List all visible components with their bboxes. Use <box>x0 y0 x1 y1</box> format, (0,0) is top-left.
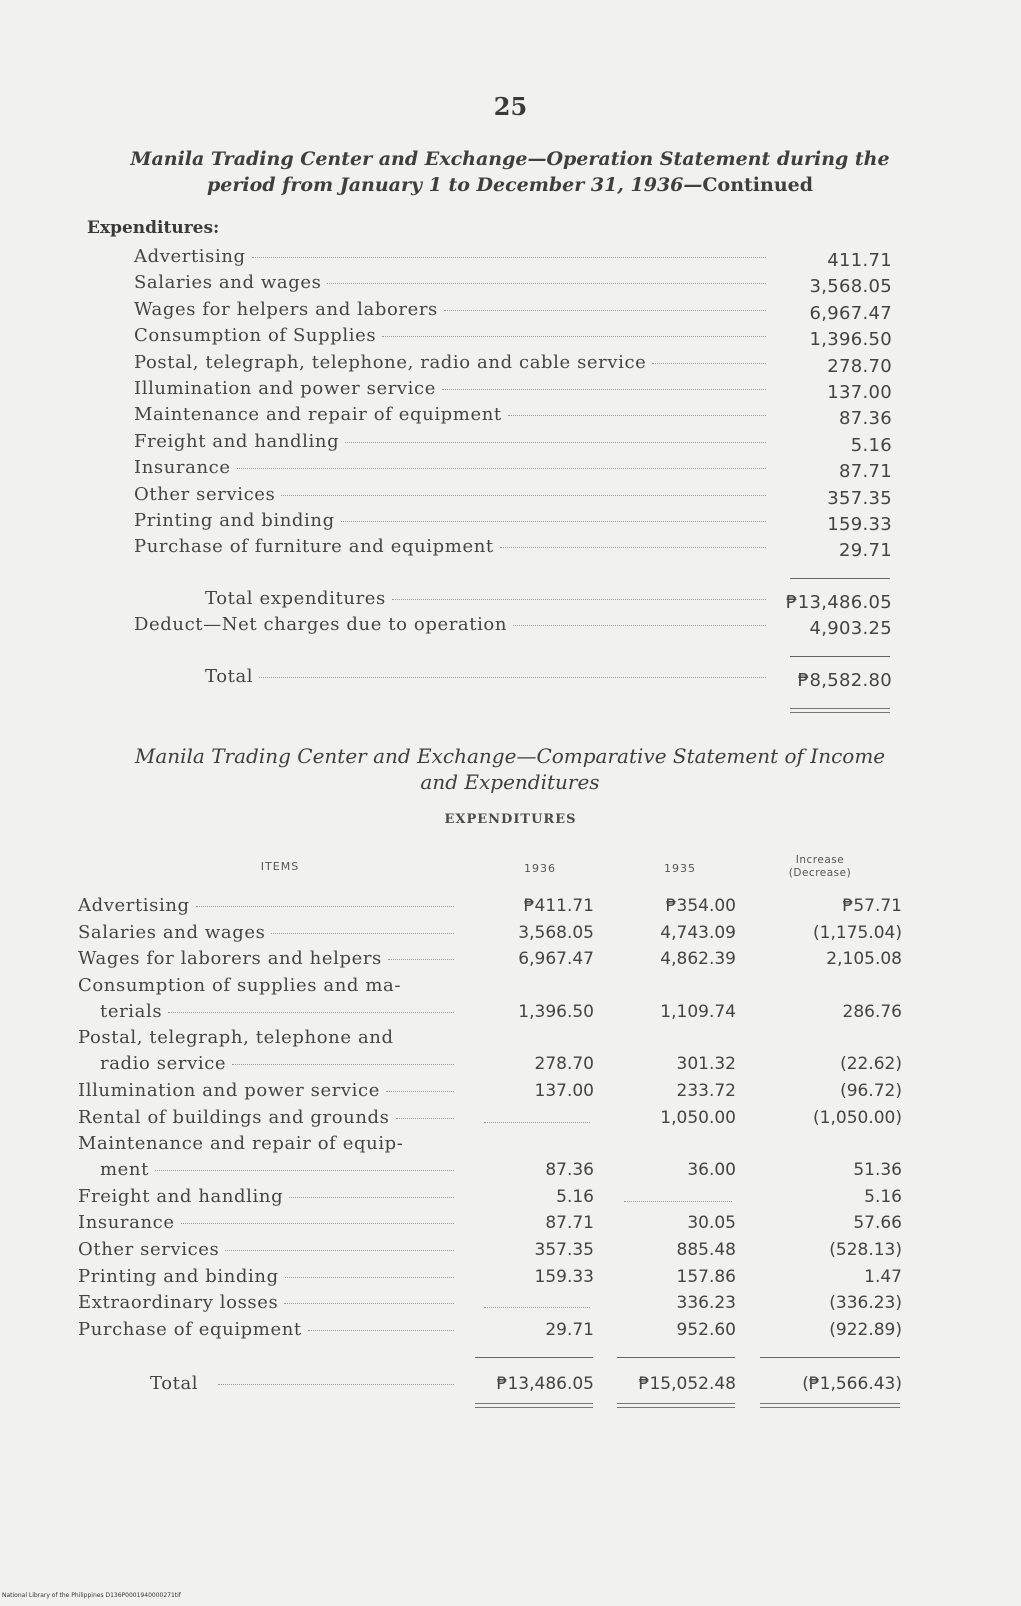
col-header-change-line1: Increase <box>795 854 845 866</box>
expense-item-label: Postal, telegraph, telephone, radio and cable service <box>134 351 647 373</box>
total-rule-1935 <box>617 1357 735 1358</box>
total-rule-1936 <box>475 1357 593 1358</box>
value-1936-blank-leader <box>484 1122 590 1123</box>
item-label: Freight and handling <box>78 1185 284 1207</box>
total-double-rule-1936 <box>475 1403 593 1408</box>
statement1-title-line1: Manila Trading Center and Exchange—Operation Statement during the <box>130 148 890 170</box>
item-label: terials <box>100 1000 163 1022</box>
expense-item-label: Advertising <box>134 246 246 267</box>
expense-item-row <box>134 352 770 373</box>
statement1-total-row <box>205 666 770 687</box>
table-row-item <box>78 1025 454 1077</box>
expense-item-amount: 411.71 <box>827 250 892 271</box>
table-row-item <box>78 1237 454 1263</box>
col-header-1936: 1936 <box>524 862 556 875</box>
item-leader-dots <box>285 1277 454 1278</box>
expense-item-leader-dots <box>327 283 766 284</box>
expense-item-leader-dots <box>652 363 766 364</box>
value-1935: 36.00 <box>687 1160 736 1181</box>
total-expenditures-label: Total expenditures <box>205 588 386 609</box>
item-line <box>78 946 454 972</box>
value-change: (96.72) <box>840 1081 902 1101</box>
total-double-rule-change <box>760 1403 900 1408</box>
table-row-item <box>78 1105 454 1131</box>
item-leader-dots <box>386 1091 454 1092</box>
total-rule-change <box>760 1357 900 1358</box>
expense-item-row <box>134 299 770 320</box>
value-1935: 30.05 <box>687 1213 736 1234</box>
item-line <box>78 1237 454 1263</box>
expense-item-amount: 29.71 <box>838 540 892 562</box>
item-label: Insurance <box>78 1212 175 1234</box>
expense-item-leader-dots <box>237 468 766 469</box>
table-row-item <box>78 1290 454 1316</box>
expense-item-label: Consumption of Supplies <box>134 325 377 347</box>
deduct-amount: 4,903.25 <box>809 618 892 639</box>
item-line <box>78 1105 454 1131</box>
expense-item-row <box>134 457 770 478</box>
item-label: Other services <box>78 1239 220 1260</box>
expense-item-leader-dots <box>341 521 766 522</box>
value-change: 2,105.08 <box>826 949 902 970</box>
expense-item-label: Freight and handling <box>134 430 340 452</box>
statement1-total-leader-dots <box>259 677 766 678</box>
col-header-items: ITEMS <box>260 860 300 873</box>
item-leader-dots <box>388 959 454 960</box>
expense-item-label: Illumination and power service <box>134 378 436 399</box>
value-change: 286.76 <box>842 1001 902 1022</box>
table-row-item <box>78 1210 454 1236</box>
expense-item-label: Maintenance and repair of equipment <box>134 404 502 426</box>
statement1-title <box>60 146 960 198</box>
item-label: Wages for laborers and helpers <box>78 948 382 970</box>
item-leader-dots <box>289 1197 454 1198</box>
item-line <box>78 973 454 999</box>
table-row-item <box>78 1317 454 1343</box>
value-1936: 159.33 <box>534 1266 594 1287</box>
value-1936: 278.70 <box>534 1054 594 1075</box>
table-row-item <box>78 1184 454 1210</box>
item-label: Extraordinary losses <box>78 1292 279 1314</box>
expense-item-row <box>134 431 770 452</box>
statement1-title-continued: Continued <box>702 174 814 196</box>
table-row-item <box>78 920 454 946</box>
item-label: Consumption of supplies and ma- <box>78 974 402 996</box>
expense-item-amount: 159.33 <box>827 514 892 535</box>
item-line <box>78 1025 454 1051</box>
item-leader-dots <box>232 1064 454 1065</box>
item-leader-dots <box>196 906 454 907</box>
expense-item-leader-dots <box>382 336 766 337</box>
statement1-subtotal-rule <box>790 578 890 579</box>
table-row-item <box>78 893 454 919</box>
table-row-item <box>78 1264 454 1290</box>
item-leader-dots <box>308 1330 454 1331</box>
value-1936: 1,396.50 <box>518 1001 594 1022</box>
value-1936: 3,568.05 <box>518 922 594 943</box>
expense-item-amount: 278.70 <box>827 355 892 377</box>
total-row-label <box>78 1371 454 1397</box>
item-label: ment <box>100 1159 149 1181</box>
value-change: (922.89) <box>829 1319 902 1340</box>
statement1-title-line2: period from January 1 to December 31, 1936— <box>206 174 703 196</box>
expense-item-row <box>134 510 770 531</box>
value-change: (336.23) <box>829 1293 902 1314</box>
item-label: Purchase of equipment <box>78 1318 302 1340</box>
value-1935: 952.60 <box>676 1319 736 1340</box>
col-header-change <box>760 854 880 880</box>
item-label: Illumination and power service <box>78 1080 380 1101</box>
value-change: (528.13) <box>829 1240 902 1260</box>
value-1935: 1,050.00 <box>660 1107 736 1128</box>
value-1935: ₱354.00 <box>665 896 736 916</box>
expense-item-leader-dots <box>345 442 766 443</box>
expense-item-amount: 6,967.47 <box>809 302 892 324</box>
deduct-row <box>134 614 770 635</box>
total-expenditures-amount: ₱13,486.05 <box>785 592 892 613</box>
expense-item-amount: 357.35 <box>827 487 892 509</box>
value-1936: 5.16 <box>556 1186 594 1207</box>
table-row-item <box>78 946 454 972</box>
expense-item-amount: 137.00 <box>827 382 892 403</box>
expense-item-label: Wages for helpers and laborers <box>134 298 438 320</box>
expense-item-row <box>134 404 770 425</box>
item-leader-dots <box>168 1012 454 1013</box>
table-row-item <box>78 1078 454 1104</box>
statement2-title-line1: Manila Trading Center and Exchange—Comparative Statement of Income <box>134 744 886 768</box>
col-header-1935: 1935 <box>664 862 696 875</box>
value-1936: ₱411.71 <box>523 896 594 916</box>
statement1-total-double-rule <box>790 708 890 713</box>
table-row-item <box>78 973 454 1025</box>
expense-item-leader-dots <box>500 547 766 548</box>
value-change: 57.66 <box>853 1213 902 1234</box>
value-1936-blank-leader <box>484 1307 590 1308</box>
value-change: ₱57.71 <box>842 896 902 916</box>
statement2-title-line2: and Expenditures <box>420 770 600 794</box>
total-double-rule-1935 <box>617 1403 735 1408</box>
expense-item-amount: 1,396.50 <box>809 329 892 351</box>
value-1935: 885.48 <box>676 1240 736 1260</box>
item-leader-dots <box>155 1170 454 1171</box>
item-line <box>78 1131 454 1157</box>
item-label: Maintenance and repair of equip- <box>78 1133 404 1155</box>
item-line <box>78 1078 454 1104</box>
statement1-total-amount: ₱8,582.80 <box>797 670 892 691</box>
value-1936: 29.71 <box>545 1319 594 1340</box>
item-line <box>78 1051 454 1077</box>
expense-item-label: Purchase of furniture and equipment <box>134 536 494 558</box>
expense-item-row <box>134 246 770 267</box>
value-1936: 87.36 <box>545 1160 594 1181</box>
expense-item-amount: 3,568.05 <box>809 276 892 298</box>
expense-item-amount: 5.16 <box>850 434 892 456</box>
total-label: Total <box>150 1373 199 1394</box>
value-1935: 4,862.39 <box>660 949 736 970</box>
archive-footer: National Library of the Philippines D136P0001940000271tif <box>2 1592 181 1599</box>
expense-item-row <box>134 484 770 505</box>
expense-item-row <box>134 378 770 399</box>
item-leader-dots <box>284 1303 454 1304</box>
item-label: Advertising <box>78 895 190 916</box>
item-label: Rental of buildings and grounds <box>78 1106 390 1128</box>
expense-item-row <box>134 272 770 293</box>
value-change: (22.62) <box>840 1054 902 1075</box>
expense-item-label: Insurance <box>134 457 231 479</box>
total-1936: ₱13,486.05 <box>496 1374 594 1394</box>
value-1935: 157.86 <box>676 1266 736 1287</box>
item-label: radio service <box>100 1053 227 1075</box>
value-1936: 357.35 <box>534 1240 594 1260</box>
expense-item-leader-dots <box>444 310 766 311</box>
item-label: Salaries and wages <box>78 921 266 943</box>
value-change: 51.36 <box>853 1160 902 1181</box>
value-change: 5.16 <box>864 1186 902 1207</box>
value-1935: 4,743.09 <box>660 922 736 943</box>
expense-item-row <box>134 536 770 557</box>
item-label: Postal, telegraph, telephone and <box>78 1027 394 1049</box>
deduct-label: Deduct—Net charges due to operation <box>134 614 508 635</box>
item-leader-dots <box>271 933 454 934</box>
value-1936: 6,967.47 <box>518 949 594 970</box>
expense-item-amount: 87.71 <box>838 461 892 483</box>
value-1935: 336.23 <box>676 1293 736 1314</box>
deduct-leader-dots <box>513 625 766 626</box>
item-line <box>78 1157 454 1183</box>
expense-item-leader-dots <box>281 495 766 496</box>
statement2-subtitle: EXPENDITURES <box>444 812 577 827</box>
item-line <box>78 999 454 1025</box>
statement1-deduct-rule <box>790 656 890 657</box>
expense-item-amount: 87.36 <box>838 408 892 430</box>
value-1935: 233.72 <box>676 1081 736 1101</box>
total-expenditures-row <box>205 588 770 609</box>
item-leader-dots <box>396 1118 454 1119</box>
item-leader-dots <box>181 1223 454 1224</box>
statement1-total-label: Total <box>205 666 254 687</box>
total-1935: ₱15,052.48 <box>638 1374 736 1394</box>
expense-item-leader-dots <box>508 415 766 416</box>
value-1935: 1,109.74 <box>660 1001 736 1022</box>
value-1935-blank-leader <box>624 1201 732 1202</box>
value-1936: 87.71 <box>545 1213 594 1234</box>
total-leader-dots <box>218 1384 454 1385</box>
expense-item-leader-dots <box>442 389 766 390</box>
value-1935: 301.32 <box>676 1054 736 1075</box>
value-change: (1,175.04) <box>813 922 902 943</box>
expense-item-label: Other services <box>134 483 276 505</box>
item-label: Printing and binding <box>78 1265 279 1287</box>
item-line <box>78 1264 454 1290</box>
expense-item-leader-dots <box>252 257 766 258</box>
value-change: (1,050.00) <box>813 1107 902 1128</box>
expense-item-row <box>134 325 770 346</box>
statement2-title <box>60 743 960 795</box>
value-change: 1.47 <box>864 1266 902 1287</box>
item-line <box>78 1317 454 1343</box>
item-line <box>78 920 454 946</box>
item-line <box>78 1210 454 1236</box>
expense-item-label: Salaries and wages <box>134 272 322 294</box>
col-header-change-line2: (Decrease) <box>788 867 852 879</box>
item-line <box>78 1184 454 1210</box>
expense-item-label: Printing and binding <box>134 510 335 531</box>
total-change: (₱1,566.43) <box>802 1374 902 1394</box>
value-1936: 137.00 <box>534 1081 594 1101</box>
expenditures-section-label: Expenditures: <box>87 218 220 238</box>
table-row-item <box>78 1131 454 1183</box>
total-expenditures-leader-dots <box>392 599 766 600</box>
item-line <box>78 893 454 919</box>
item-leader-dots <box>225 1250 454 1251</box>
item-line <box>78 1290 454 1316</box>
page-number: 25 <box>493 92 528 121</box>
